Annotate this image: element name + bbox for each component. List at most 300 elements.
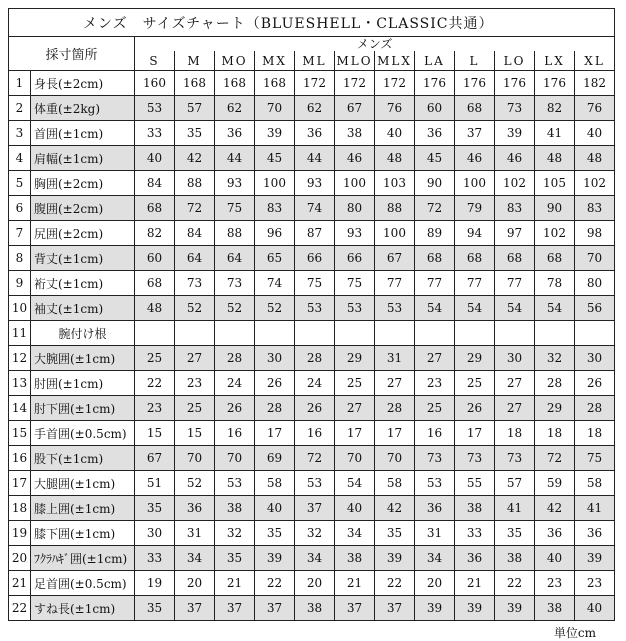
size-header-lx: LX [535, 51, 575, 71]
measurement-label: 腕付け根 [31, 321, 135, 346]
value-cell: 27 [175, 346, 215, 371]
table-row [9, 321, 615, 346]
value-cell: 38 [455, 496, 495, 521]
value-cell: 54 [535, 296, 575, 321]
value-cell: 79 [455, 196, 495, 221]
value-cell: 16 [295, 421, 335, 446]
value-cell: 40 [575, 596, 615, 621]
value-cell [455, 321, 495, 346]
value-cell: 39 [415, 596, 455, 621]
value-cell: 90 [415, 171, 455, 196]
value-cell: 21 [335, 571, 375, 596]
measurement-label: 足首囲(±0.5cm) [31, 571, 135, 596]
value-cell: 40 [255, 496, 295, 521]
table-row [9, 121, 615, 146]
value-cell: 36 [175, 496, 215, 521]
value-cell: 58 [575, 471, 615, 496]
value-cell: 83 [575, 196, 615, 221]
value-cell: 77 [455, 271, 495, 296]
value-cell: 182 [575, 71, 615, 96]
value-cell: 70 [575, 246, 615, 271]
row-number: 5 [9, 171, 31, 196]
value-cell: 28 [375, 396, 415, 421]
value-cell: 100 [255, 171, 295, 196]
value-cell: 88 [375, 196, 415, 221]
value-cell: 74 [255, 271, 295, 296]
value-cell: 48 [535, 146, 575, 171]
value-cell: 102 [495, 171, 535, 196]
value-cell: 68 [455, 96, 495, 121]
value-cell: 96 [255, 221, 295, 246]
value-cell: 21 [455, 571, 495, 596]
value-cell: 176 [415, 71, 455, 96]
value-cell: 68 [135, 271, 175, 296]
value-cell: 26 [215, 396, 255, 421]
value-cell: 20 [295, 571, 335, 596]
measurement-label: 身長(±2cm) [31, 71, 135, 96]
row-number: 12 [9, 346, 31, 371]
value-cell: 17 [455, 421, 495, 446]
value-cell: 54 [415, 296, 455, 321]
row-number: 19 [9, 521, 31, 546]
value-cell: 38 [335, 546, 375, 571]
row-number: 18 [9, 496, 31, 521]
value-cell: 17 [335, 421, 375, 446]
value-cell: 65 [255, 246, 295, 271]
value-cell: 36 [415, 121, 455, 146]
size-header-m: M [175, 51, 215, 71]
value-cell: 72 [535, 446, 575, 471]
value-cell: 58 [255, 471, 295, 496]
value-cell: 25 [455, 371, 495, 396]
value-cell: 22 [375, 571, 415, 596]
table-row [9, 346, 615, 371]
value-cell: 84 [135, 171, 175, 196]
measurement-label: 手首囲(±0.5cm) [31, 421, 135, 446]
mens-group-header: メンズ [135, 37, 615, 52]
value-cell: 48 [575, 146, 615, 171]
row-number: 8 [9, 246, 31, 271]
value-cell [175, 321, 215, 346]
value-cell: 35 [495, 521, 535, 546]
value-cell: 105 [535, 171, 575, 196]
value-cell: 59 [535, 471, 575, 496]
value-cell: 37 [175, 596, 215, 621]
value-cell: 54 [495, 296, 535, 321]
value-cell: 35 [135, 596, 175, 621]
row-number: 14 [9, 396, 31, 421]
value-cell: 53 [335, 296, 375, 321]
value-cell: 53 [375, 296, 415, 321]
value-cell: 41 [535, 121, 575, 146]
measurement-label: 背丈(±1cm) [31, 246, 135, 271]
value-cell: 103 [375, 171, 415, 196]
value-cell: 77 [415, 271, 455, 296]
row-number: 20 [9, 546, 31, 571]
value-cell: 60 [135, 246, 175, 271]
table-row [9, 421, 615, 446]
value-cell: 93 [295, 171, 335, 196]
value-cell: 102 [535, 221, 575, 246]
value-cell: 23 [135, 396, 175, 421]
value-cell: 39 [455, 596, 495, 621]
value-cell: 75 [295, 271, 335, 296]
value-cell: 36 [575, 521, 615, 546]
table-row [9, 196, 615, 221]
row-number: 10 [9, 296, 31, 321]
value-cell: 80 [575, 271, 615, 296]
value-cell: 24 [295, 371, 335, 396]
row-number: 7 [9, 221, 31, 246]
value-cell: 37 [295, 496, 335, 521]
value-cell: 34 [415, 546, 455, 571]
value-cell: 37 [335, 596, 375, 621]
value-cell: 100 [455, 171, 495, 196]
row-number: 4 [9, 146, 31, 171]
value-cell: 100 [335, 171, 375, 196]
value-cell: 68 [135, 196, 175, 221]
value-cell: 40 [135, 146, 175, 171]
size-header-mlx: MLX [375, 51, 415, 71]
value-cell: 33 [135, 546, 175, 571]
measurement-label: 腹囲(±2cm) [31, 196, 135, 221]
value-cell: 73 [415, 446, 455, 471]
row-number: 17 [9, 471, 31, 496]
value-cell: 38 [335, 121, 375, 146]
value-cell: 39 [255, 546, 295, 571]
row-number: 9 [9, 271, 31, 296]
value-cell: 40 [575, 121, 615, 146]
value-cell: 34 [175, 546, 215, 571]
value-cell [535, 321, 575, 346]
row-number: 21 [9, 571, 31, 596]
value-cell: 58 [375, 471, 415, 496]
value-cell: 74 [295, 196, 335, 221]
value-cell: 62 [215, 96, 255, 121]
value-cell: 28 [255, 396, 295, 421]
row-number: 22 [9, 596, 31, 621]
value-cell [135, 321, 175, 346]
value-cell: 38 [295, 596, 335, 621]
value-cell: 36 [535, 521, 575, 546]
value-cell: 44 [215, 146, 255, 171]
measurement-label: 大腿囲(±1cm) [31, 471, 135, 496]
measurement-label: 体重(±2kg) [31, 96, 135, 121]
measurement-label: すね長(±1cm) [31, 596, 135, 621]
value-cell: 54 [455, 296, 495, 321]
value-cell: 68 [455, 246, 495, 271]
value-cell: 46 [495, 146, 535, 171]
value-cell: 31 [175, 521, 215, 546]
value-cell: 67 [375, 246, 415, 271]
value-cell: 53 [415, 471, 455, 496]
measurement-label: 大腕囲(±1cm) [31, 346, 135, 371]
value-cell: 26 [575, 371, 615, 396]
value-cell: 18 [535, 421, 575, 446]
table-row [9, 296, 615, 321]
value-cell: 52 [215, 296, 255, 321]
value-cell: 93 [215, 171, 255, 196]
value-cell: 66 [295, 246, 335, 271]
value-cell: 46 [455, 146, 495, 171]
value-cell: 76 [575, 96, 615, 121]
value-cell: 73 [215, 271, 255, 296]
value-cell: 23 [575, 571, 615, 596]
value-cell: 102 [575, 171, 615, 196]
value-cell: 27 [495, 396, 535, 421]
value-cell: 98 [575, 221, 615, 246]
value-cell: 38 [215, 496, 255, 521]
value-cell: 67 [335, 96, 375, 121]
value-cell: 176 [455, 71, 495, 96]
value-cell: 83 [495, 196, 535, 221]
value-cell: 70 [335, 446, 375, 471]
value-cell: 28 [295, 346, 335, 371]
chart-title: メンズ サイズチャート（BLUESHELL・CLASSIC共通） [9, 9, 615, 37]
table-row [9, 471, 615, 496]
table-row [9, 371, 615, 396]
value-cell: 26 [455, 396, 495, 421]
value-cell [575, 321, 615, 346]
value-cell: 73 [495, 96, 535, 121]
value-cell: 20 [415, 571, 455, 596]
value-cell: 53 [135, 96, 175, 121]
value-cell: 31 [375, 346, 415, 371]
size-header-mo: MO [215, 51, 255, 71]
row-number: 15 [9, 421, 31, 446]
value-cell: 30 [255, 346, 295, 371]
value-cell: 56 [575, 296, 615, 321]
value-cell: 27 [375, 371, 415, 396]
value-cell: 53 [295, 471, 335, 496]
value-cell: 54 [335, 471, 375, 496]
value-cell: 172 [295, 71, 335, 96]
value-cell: 19 [135, 571, 175, 596]
value-cell: 88 [175, 171, 215, 196]
value-cell: 80 [335, 196, 375, 221]
value-cell: 35 [375, 521, 415, 546]
value-cell: 15 [175, 421, 215, 446]
value-cell: 33 [455, 521, 495, 546]
value-cell: 76 [375, 96, 415, 121]
value-cell: 22 [135, 371, 175, 396]
value-cell: 168 [255, 71, 295, 96]
measurement-label: 胸囲(±2cm) [31, 171, 135, 196]
value-cell: 52 [175, 471, 215, 496]
value-cell: 62 [295, 96, 335, 121]
value-cell: 33 [135, 121, 175, 146]
table-row [9, 96, 615, 121]
value-cell: 70 [255, 96, 295, 121]
value-cell [335, 321, 375, 346]
value-cell: 52 [175, 296, 215, 321]
value-cell: 35 [255, 521, 295, 546]
value-cell: 39 [255, 121, 295, 146]
value-cell: 27 [495, 371, 535, 396]
value-cell: 68 [415, 246, 455, 271]
value-cell: 30 [135, 521, 175, 546]
value-cell: 77 [375, 271, 415, 296]
value-cell: 39 [575, 546, 615, 571]
value-cell: 73 [175, 271, 215, 296]
size-header-mx: MX [255, 51, 295, 71]
unit-note: 単位cm [553, 626, 596, 640]
value-cell: 41 [495, 496, 535, 521]
value-cell: 37 [455, 121, 495, 146]
size-header-lo: LO [495, 51, 535, 71]
value-cell: 168 [215, 71, 255, 96]
value-cell: 17 [255, 421, 295, 446]
value-cell: 75 [215, 196, 255, 221]
value-cell: 77 [495, 271, 535, 296]
value-cell: 38 [495, 546, 535, 571]
value-cell: 94 [455, 221, 495, 246]
value-cell: 35 [175, 121, 215, 146]
value-cell: 30 [575, 346, 615, 371]
value-cell: 90 [535, 196, 575, 221]
table-row [9, 446, 615, 471]
value-cell: 32 [535, 346, 575, 371]
value-cell: 78 [535, 271, 575, 296]
value-cell: 70 [375, 446, 415, 471]
measurement-label: 首囲(±1cm) [31, 121, 135, 146]
value-cell: 32 [295, 521, 335, 546]
value-cell: 23 [535, 571, 575, 596]
table-row [9, 396, 615, 421]
value-cell: 69 [255, 446, 295, 471]
table-row [9, 571, 615, 596]
value-cell: 23 [175, 371, 215, 396]
measurement-label: ﾌｸﾗﾊｷﾞ囲(±1cm) [31, 546, 135, 571]
value-cell: 46 [335, 146, 375, 171]
value-cell: 60 [415, 96, 455, 121]
value-cell: 160 [135, 71, 175, 96]
table-row [9, 146, 615, 171]
value-cell: 66 [335, 246, 375, 271]
value-cell: 53 [215, 471, 255, 496]
value-cell: 97 [495, 221, 535, 246]
value-cell: 27 [335, 396, 375, 421]
value-cell: 82 [535, 96, 575, 121]
value-cell: 37 [215, 596, 255, 621]
table-row [9, 71, 615, 96]
value-cell: 28 [215, 346, 255, 371]
value-cell: 22 [255, 571, 295, 596]
value-cell: 16 [215, 421, 255, 446]
value-cell: 29 [335, 346, 375, 371]
value-cell: 42 [175, 146, 215, 171]
size-header-mlo: MLO [335, 51, 375, 71]
value-cell: 25 [335, 371, 375, 396]
value-cell: 30 [495, 346, 535, 371]
value-cell: 18 [495, 421, 535, 446]
value-cell: 72 [175, 196, 215, 221]
measurement-label: 膝下囲(±1cm) [31, 521, 135, 546]
value-cell: 22 [495, 571, 535, 596]
value-cell: 21 [215, 571, 255, 596]
value-cell: 36 [295, 121, 335, 146]
measurement-label: 尻囲(±2cm) [31, 221, 135, 246]
measurement-label: 股下(±1cm) [31, 446, 135, 471]
value-cell: 32 [215, 521, 255, 546]
measure-column-header: 採寸箇所 [9, 37, 135, 71]
value-cell: 70 [175, 446, 215, 471]
value-cell: 89 [415, 221, 455, 246]
value-cell [495, 321, 535, 346]
size-header-l: L [455, 51, 495, 71]
value-cell: 20 [175, 571, 215, 596]
value-cell: 31 [415, 521, 455, 546]
value-cell: 68 [495, 246, 535, 271]
row-number: 6 [9, 196, 31, 221]
measurement-label: 肩幅(±1cm) [31, 146, 135, 171]
value-cell: 73 [495, 446, 535, 471]
value-cell: 39 [495, 596, 535, 621]
value-cell: 34 [335, 521, 375, 546]
value-cell: 25 [135, 346, 175, 371]
table-row [9, 546, 615, 571]
value-cell: 27 [415, 346, 455, 371]
table-row [9, 221, 615, 246]
value-cell: 23 [415, 371, 455, 396]
value-cell: 38 [535, 596, 575, 621]
value-cell: 28 [575, 396, 615, 421]
value-cell: 53 [295, 296, 335, 321]
value-cell: 29 [535, 396, 575, 421]
value-cell: 45 [415, 146, 455, 171]
value-cell: 18 [575, 421, 615, 446]
value-cell: 42 [375, 496, 415, 521]
value-cell [375, 321, 415, 346]
value-cell: 36 [215, 121, 255, 146]
value-cell: 100 [375, 221, 415, 246]
value-cell: 64 [215, 246, 255, 271]
value-cell: 44 [295, 146, 335, 171]
value-cell: 72 [295, 446, 335, 471]
value-cell: 83 [255, 196, 295, 221]
value-cell: 57 [495, 471, 535, 496]
table-row [9, 271, 615, 296]
group-header-row [9, 37, 615, 52]
row-number: 13 [9, 371, 31, 396]
value-cell: 48 [135, 296, 175, 321]
value-cell: 93 [335, 221, 375, 246]
title-row [9, 9, 615, 37]
value-cell: 39 [375, 546, 415, 571]
value-cell: 75 [575, 446, 615, 471]
value-cell: 176 [495, 71, 535, 96]
table-row [9, 521, 615, 546]
measurement-label: 膝上囲(±1cm) [31, 496, 135, 521]
row-number: 16 [9, 446, 31, 471]
value-cell: 25 [175, 396, 215, 421]
value-cell: 40 [375, 121, 415, 146]
value-cell: 176 [535, 71, 575, 96]
size-header-xl: XL [575, 51, 615, 71]
row-number: 11 [9, 321, 31, 346]
value-cell: 37 [255, 596, 295, 621]
value-cell: 48 [375, 146, 415, 171]
value-cell: 172 [375, 71, 415, 96]
value-cell: 16 [415, 421, 455, 446]
value-cell: 42 [535, 496, 575, 521]
value-cell [415, 321, 455, 346]
value-cell: 24 [215, 371, 255, 396]
row-number: 2 [9, 96, 31, 121]
measurement-label: 肘囲(±1cm) [31, 371, 135, 396]
table-row [9, 496, 615, 521]
value-cell [295, 321, 335, 346]
